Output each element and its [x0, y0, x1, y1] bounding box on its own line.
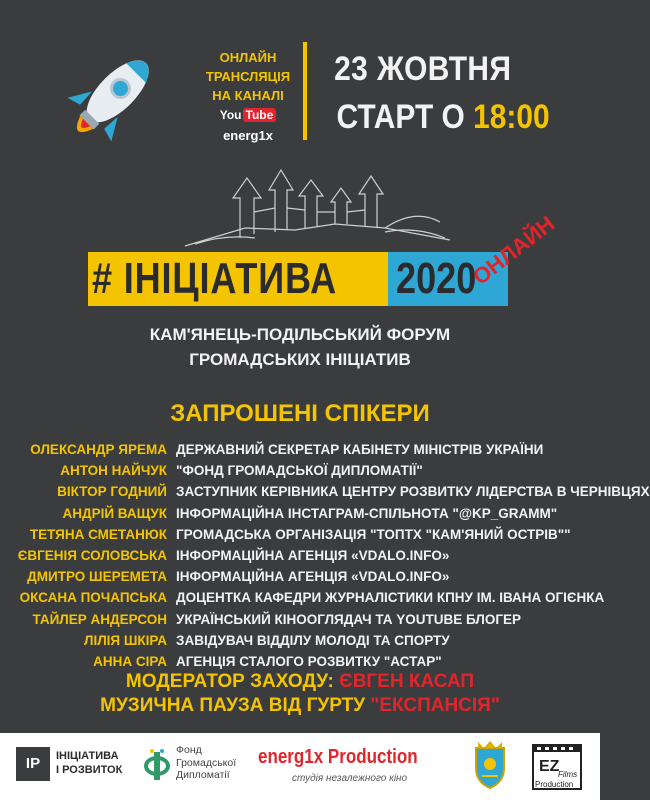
- speaker-name: АННА СІРА: [93, 653, 167, 669]
- fund-logo-text: Фонд Громадської Дипломатії: [176, 744, 237, 781]
- speaker-name: ТАЙЛЕР АНДЕРСОН: [32, 611, 167, 627]
- speaker-row: [0, 442, 600, 463]
- forum-title-line2: ГРОМАДСЬКИХ ІНІЦІАТИВ: [189, 350, 411, 369]
- speaker-name: АНДРІЙ ВАЩУК: [62, 505, 167, 521]
- speaker-name: ОЛЕКСАНДР ЯРЕМА: [30, 442, 167, 457]
- speaker-row: [0, 633, 600, 654]
- speaker-description: ІНФОРМАЦІЙНА АГЕНЦІЯ «VDALO.INFO»: [176, 569, 450, 585]
- speaker-name: АНТОН НАЙЧУК: [60, 463, 167, 479]
- start-time-value: 18:00: [473, 98, 550, 136]
- ip-logo-text: ІНІЦІАТИВА І РОЗВИТОК: [56, 750, 123, 776]
- speaker-description: ДЕРЖАВНИЙ СЕКРЕТАР КАБІНЕТУ МІНІСТРІВ УКРАЇНИ: [176, 442, 544, 457]
- channel-name: energ1x: [223, 128, 273, 144]
- speaker-description: ГРОМАДСЬКА ОРГАНІЗАЦІЯ "ТОПТХ "КАМ'ЯНИЙ ОСТРІВ"": [176, 526, 571, 542]
- online-broadcast-block: [198, 48, 298, 145]
- speaker-description: АГЕНЦІЯ СТАЛОГО РОЗВИТКУ "АСТАР": [176, 653, 442, 669]
- start-time: СТАРТ О 18:00: [336, 98, 550, 136]
- speaker-row: [0, 612, 600, 633]
- moderator-line: МОДЕРАТОР ЗАХОДУ: ЄВГЕН КАСАП: [125, 671, 475, 692]
- speaker-description: УКРАЇНСЬКИЙ КІНООГЛЯДАЧ ТА YOUTUBE БЛОГЕР: [176, 611, 521, 627]
- production-logo-subtitle: студія незалежного кіно: [292, 773, 408, 784]
- speaker-description: "ФОНД ГРОМАДСЬКОЇ ДИПЛОМАТІЇ": [176, 463, 423, 479]
- ez-logo-text: EZ: [539, 758, 560, 775]
- speaker-description: ДОЦЕНТКА КАФЕДРИ ЖУРНАЛІСТИКИ КПНУ ІМ. ІВАНА ОГІЄНКА: [176, 590, 605, 606]
- speaker-description: ЗАСТУПНИК КЕРІВНИКА ЦЕНТРУ РОЗВИТКУ ЛІДЕРСТВА В ЧЕРНІВЦЯХ: [176, 484, 650, 500]
- vertical-divider: [303, 42, 307, 140]
- broadcast-line: ТРАНСЛЯЦІЯ: [205, 69, 291, 84]
- speakers-heading: ЗАПРОШЕНІ СПІКЕРИ: [170, 400, 430, 427]
- fund-logo-icon: [142, 748, 172, 782]
- band-name: "ЕКСПАНСІЯ": [370, 695, 500, 716]
- speakers-list: [0, 442, 650, 675]
- moderator-name: ЄВГЕН КАСАП: [339, 671, 475, 692]
- speaker-row: [0, 463, 600, 484]
- speaker-name: ВІКТОР ГОДНИЙ: [57, 484, 167, 500]
- year-title: 2020: [396, 254, 477, 303]
- youtube-channel[interactable]: [198, 105, 298, 145]
- ip-logo: IP: [16, 747, 50, 781]
- coat-of-arms-icon: [470, 740, 510, 790]
- speaker-name: ОКСАНА ПОЧАПСЬКА: [19, 590, 167, 606]
- speaker-row: [0, 569, 600, 590]
- speaker-name: ЄВГЕНІЯ СОЛОВСЬКА: [17, 547, 167, 563]
- music-pause-line: МУЗИЧНА ПАУЗА ВІД ГУРТУ "ЕКСПАНСІЯ": [100, 695, 500, 716]
- speaker-row: [0, 527, 600, 548]
- speaker-row: [0, 548, 600, 569]
- hashtag-title: # ІНІЦІАТИВА: [92, 254, 337, 303]
- speaker-description: ЗАВІДУВАЧ ВІДДІЛУ МОЛОДІ ТА СПОРТУ: [176, 632, 450, 648]
- speaker-name: ЛІЛІЯ ШКІРА: [83, 632, 167, 648]
- forum-title-line1: КАМ'ЯНЕЦЬ-ПОДІЛЬСЬКИЙ ФОРУМ: [149, 325, 451, 344]
- youtube-logo: You Tube: [220, 106, 277, 125]
- production-logo-title: energ1x Production: [258, 746, 418, 768]
- ez-films-logo-icon: [531, 741, 583, 793]
- event-date: 23 ЖОВТНЯ: [334, 50, 512, 88]
- rocket-icon: [55, 45, 170, 150]
- speaker-name: ДМИТРО ШЕРЕМЕТА: [27, 569, 167, 585]
- castle-sketch: [185, 168, 450, 250]
- speaker-description: ІНФОРМАЦІЙНА АГЕНЦІЯ «VDALO.INFO»: [176, 547, 450, 563]
- speaker-row: [0, 484, 650, 505]
- speaker-row: [0, 506, 600, 527]
- online-line: ОНЛАЙН: [219, 50, 277, 65]
- channel-line: НА КАНАЛІ: [212, 88, 284, 103]
- speaker-name: ТЕТЯНА СМЕТАНЮК: [29, 526, 167, 542]
- ez-logo-production: Production: [535, 780, 574, 789]
- speaker-row: [0, 590, 605, 611]
- speaker-description: ІНФОРМАЦІЙНА ІНСТАГРАМ-СПІЛЬНОТА "@KP_GRAMM": [176, 505, 558, 521]
- online-tag: ОНЛАЙН: [468, 210, 560, 290]
- ez-logo-films: Films: [558, 770, 578, 779]
